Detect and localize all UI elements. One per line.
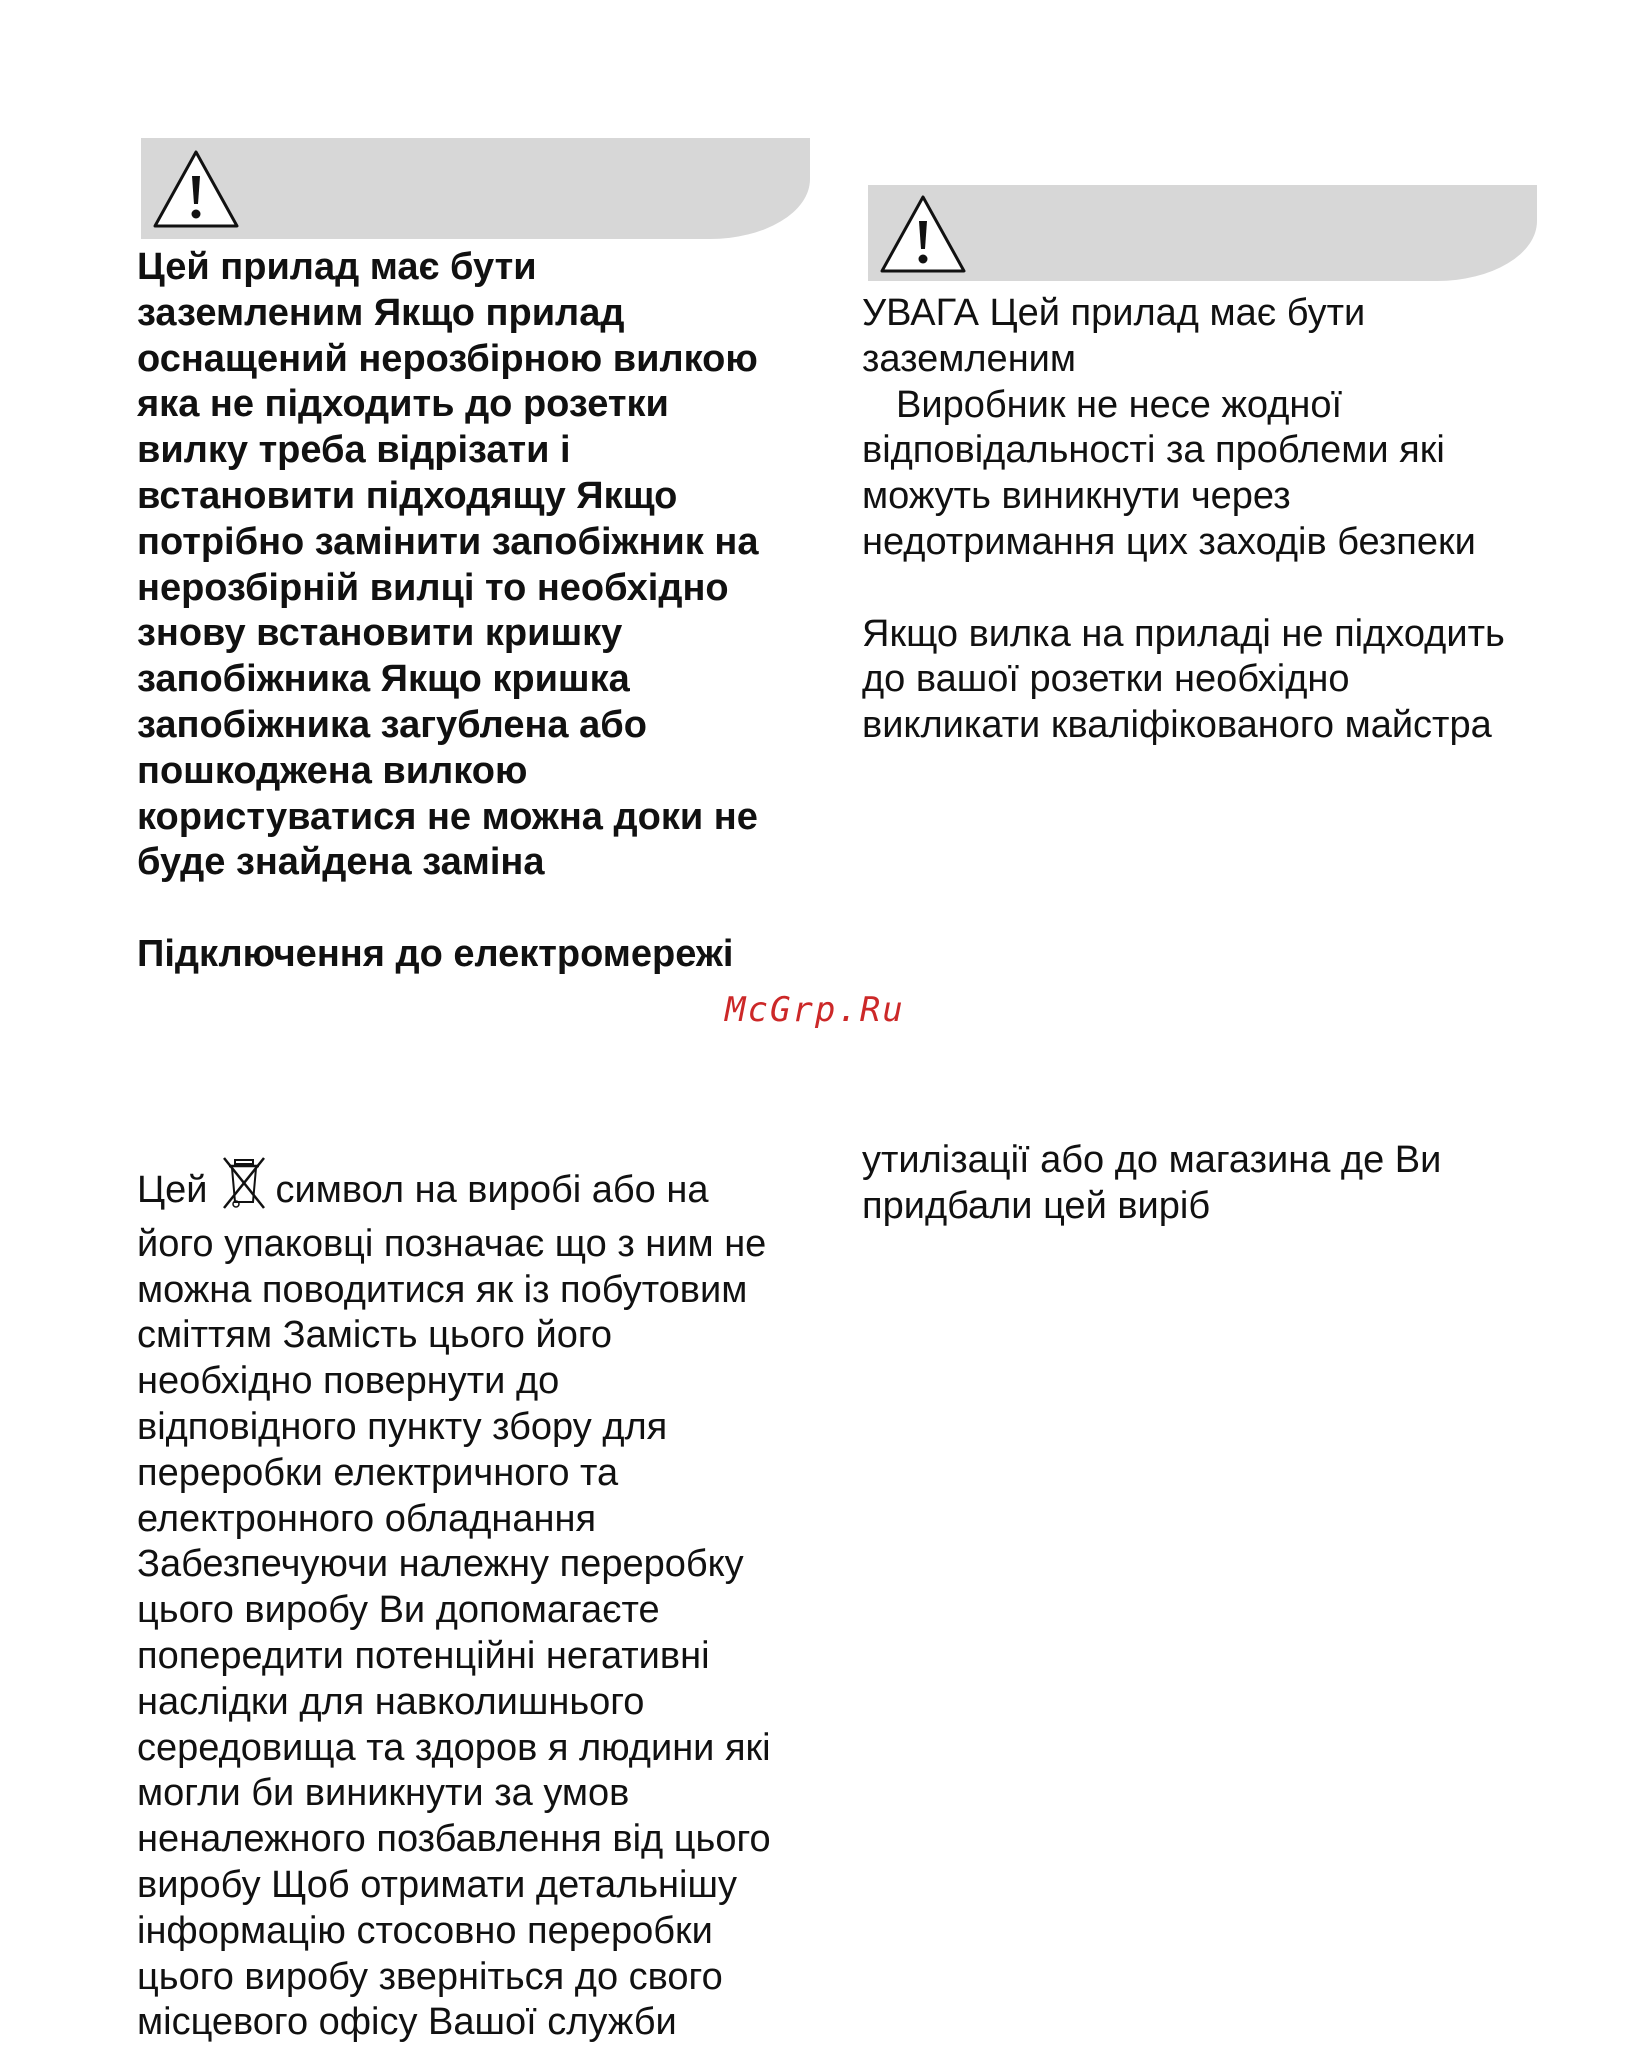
text-line: Цей прилад має бути: [137, 246, 537, 288]
text-line: вилку треба відрізати і: [137, 429, 571, 472]
warning-banner-left: [141, 138, 810, 239]
text-line: відповідальності за проблеми які: [862, 429, 1445, 472]
text-line: заземленим Якщо прилад: [137, 291, 625, 334]
text-line: цього виробу зверніться до свого: [137, 1955, 723, 1998]
text-line: придбали цей виріб: [862, 1184, 1211, 1227]
text-line: цього виробу Ви допомагаєте: [137, 1589, 660, 1632]
text-line: попередити потенційні негативні: [137, 1634, 710, 1677]
text-fragment: Цей: [137, 1169, 208, 1211]
text-line: місцевого офісу Вашої служби: [137, 2001, 677, 2044]
text-line: встановити підходящу Якщо: [137, 474, 678, 517]
crossed-bin-icon: [221, 1154, 267, 1222]
text-line: запобіжника Якщо кришка: [137, 658, 630, 701]
text-line: сміттям Замість цього його: [137, 1314, 612, 1357]
text-line: можуть виникнути через: [862, 475, 1291, 518]
text-line: оснащений нерозбірною вилкою: [137, 337, 758, 380]
text-line: його упаковці позначає що з ним не: [137, 1222, 767, 1265]
warning-banner-right: [868, 185, 1537, 281]
disposal-text: [137, 1154, 837, 2046]
text-line: потрібно замінити запобіжник на: [137, 520, 759, 563]
text-line: заземленим: [862, 337, 1077, 380]
text-line: утилізації або до магазина де Ви: [862, 1139, 1442, 1181]
text-line: наслідки для навколишнього: [137, 1680, 645, 1723]
text-line: інформацію стосовно переробки: [137, 1909, 713, 1952]
text-line: можна поводитися як із побутовим: [137, 1268, 748, 1311]
text-line: неналежного позбавлення від цього: [137, 1818, 771, 1861]
text-line: УВАГА Цей прилад має бути: [862, 292, 1366, 334]
text-line: недотримання цих заходів безпеки: [862, 520, 1476, 563]
text-line: переробки електричного та: [137, 1451, 619, 1494]
text-line: Забезпечуючи належну переробку: [137, 1543, 744, 1586]
text-line: пошкоджена вилкою: [137, 749, 528, 792]
left-warning-text: [137, 245, 817, 978]
text-line: запобіжника загублена або: [137, 703, 647, 746]
text-line: яка не підходить до розетки: [137, 383, 669, 426]
warning-triangle-icon: [878, 193, 968, 275]
text-line: Якщо вилка на приладі не підходить: [862, 612, 1505, 655]
warning-triangle-icon: [151, 148, 241, 230]
text-line: необхідно повернути до: [137, 1360, 560, 1403]
text-line: користуватися не можна доки не: [137, 795, 758, 838]
text-line: викликати кваліфікованого майстра: [862, 704, 1492, 747]
text-line: нерозбірній вилці то необхідно: [137, 566, 729, 609]
text-line: [137, 1154, 837, 1222]
text-fragment: символ на виробі або на: [275, 1169, 709, 1211]
text-line: буде знайдена заміна: [137, 841, 545, 884]
text-line: електронного обладнання: [137, 1497, 597, 1540]
watermark: McGrp.Ru: [725, 990, 905, 1030]
text-line: могли би виникнути за умов: [137, 1772, 630, 1815]
right-warning-text: [862, 291, 1582, 749]
text-line: середовища та здоров я людини які: [137, 1726, 771, 1769]
section-heading: Підключення до електромережі: [137, 932, 734, 975]
text-line: знову встановити кришку: [137, 612, 623, 655]
text-line: виробу Щоб отримати детальнішу: [137, 1863, 737, 1906]
text-line: відповідного пункту збору для: [137, 1405, 668, 1448]
text-line: до вашої розетки необхідно: [862, 658, 1350, 701]
disposal-text-continued: [862, 1138, 1582, 1230]
text-line: Виробник не несе жодної: [896, 383, 1343, 426]
